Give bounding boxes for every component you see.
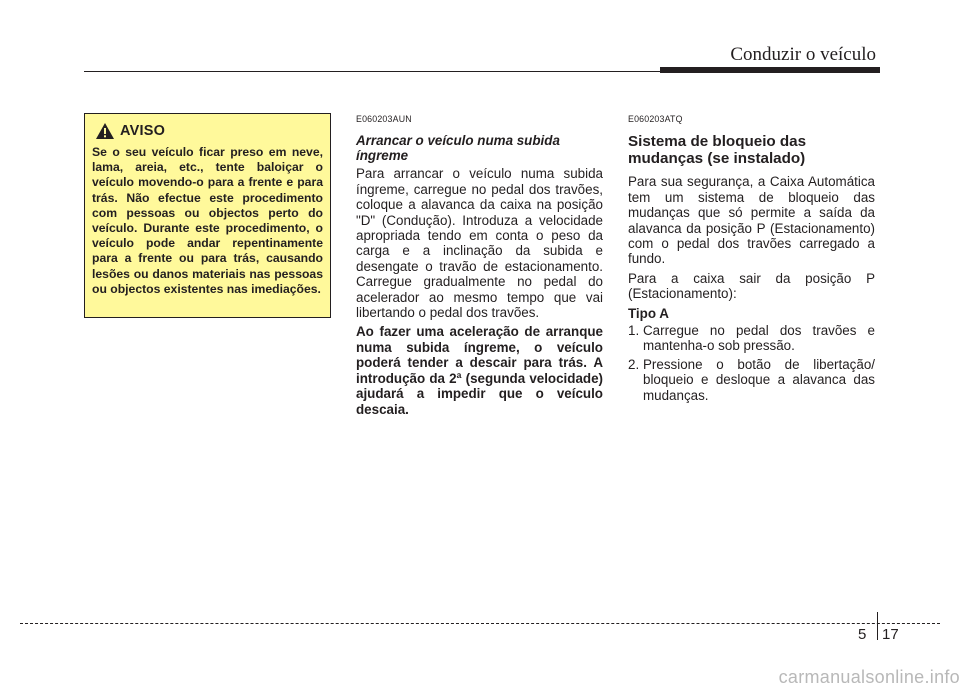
- section-title: Sistema de bloqueio das mudanças (se instalado): [628, 133, 807, 168]
- body-paragraph: Para sua segurança, a Caixa Automática tem um sistema de bloqueio das mudanças que só permite a saída da alavanca da posição P (Estacionamento) com o pedal dos travões carregado a fundo.: [628, 174, 875, 267]
- warning-header: [95, 122, 323, 140]
- step-number: 2.: [628, 356, 640, 372]
- warning-text: Se o seu veículo ficar preso em neve, lama, areia, etc., tente baloiçar o veículo movendo-o para a frente e para trás. Não efectue este procedimento com pessoas ou objectos perto do veículo. Durante este procedimento, o veículo pode andar repentinamente para a frente ou para trás, causando lesões ou danos materiais nas pessoas ou objectos existentes nas imediações.: [92, 145, 323, 296]
- page-header-title: Conduzir o veículo: [730, 44, 876, 65]
- list-item: [628, 357, 875, 403]
- step-text: Carregue no pedal dos travões e mantenha-o sob pressão.: [643, 323, 875, 354]
- page-number: 17: [882, 626, 899, 643]
- chapter-number: 5: [858, 626, 867, 643]
- steps-list: [628, 323, 875, 403]
- section-code: E060203ATQ: [628, 114, 683, 124]
- step-number: 1.: [628, 323, 640, 339]
- bold-note: Ao fazer uma aceleração de arranque numa subida íngreme, o veículo poderá tender a descair para trás. A introdução da 2ª (segunda velocidade) ajudará a impedir que o veículo descaia.: [356, 324, 603, 417]
- footer-divider: [877, 612, 878, 640]
- body-paragraph: Para arrancar o veículo numa subida íngreme, carregue no pedal dos travões, coloque a alavanca da caixa na posição "D" (Condução). Introduza a velocidade apropriada tendo em conta o peso da carga e a inclinação da subida e desengate o travão de estacionamento. Carregue gradualmente no pedal do acelerador ao mesmo tempo que vai libertando o pedal dos travões.: [356, 166, 603, 321]
- header-rule-bar: [660, 67, 880, 73]
- type-label: Tipo A: [628, 305, 669, 321]
- warning-title: AVISO: [120, 123, 166, 139]
- list-item: [628, 323, 875, 354]
- warning-box: [84, 113, 331, 318]
- middle-column: [356, 112, 603, 417]
- header-rule: [84, 71, 664, 72]
- section-subheading: Arrancar o veículo numa subida íngreme: [356, 133, 560, 164]
- right-column: [628, 112, 875, 406]
- footer-rule: [20, 623, 940, 624]
- section-code: E060203AUN: [356, 114, 412, 124]
- body-paragraph: Para a caixa sair da posição P (Estacionamento):: [628, 270, 875, 302]
- warning-triangle-icon: [95, 122, 115, 140]
- watermark: carmanualsonline.info: [778, 667, 960, 687]
- step-text: Pressione o botão de libertação/ bloqueio e desloque a alavanca das mudanças.: [643, 356, 875, 403]
